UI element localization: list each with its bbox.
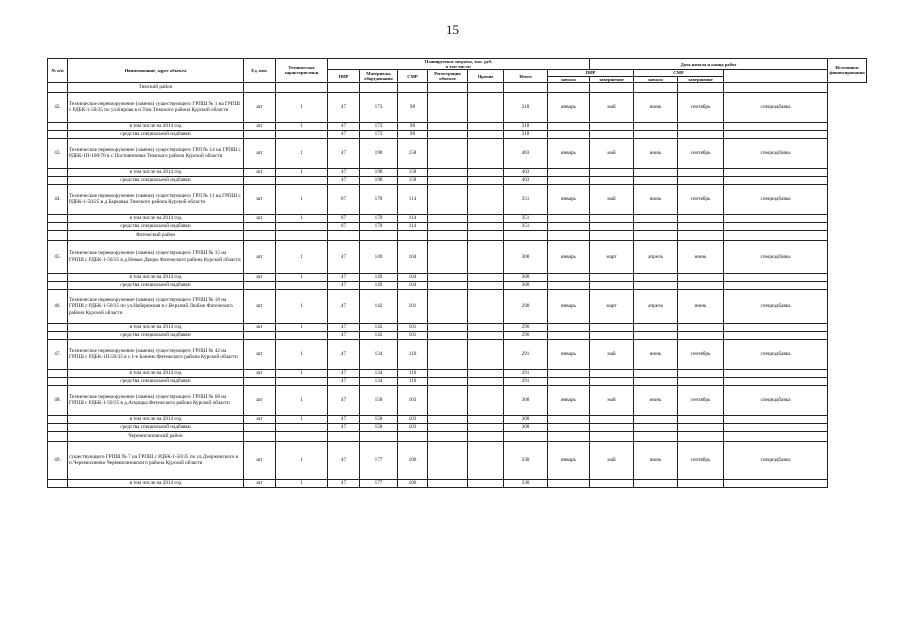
qty-cell — [276, 377, 328, 385]
total-cell: 290 — [504, 289, 548, 323]
other-cell — [468, 138, 504, 168]
unit-cell — [244, 423, 276, 431]
fund-row — [48, 130, 867, 138]
qty-cell — [276, 130, 328, 138]
registration-cell — [428, 138, 468, 168]
total-cell: 300 — [504, 273, 548, 281]
smr-start-cell: июнь — [634, 339, 678, 369]
row-number: 44. — [48, 184, 68, 214]
row-label: в том числе на 2014 год — [68, 168, 244, 176]
col-registration: Регистрация объекта — [428, 70, 468, 82]
qty-cell: 1 — [276, 168, 328, 176]
pir-start-cell: январь — [548, 92, 590, 122]
materials-cell: 134 — [360, 377, 398, 385]
subtotal-row — [48, 479, 867, 487]
pir-cell: 47 — [328, 377, 360, 385]
materials-cell: 158 — [360, 385, 398, 415]
total-cell: 330 — [504, 441, 548, 479]
col-smr-start: начало — [634, 76, 678, 82]
smr-start-cell: апрель — [634, 240, 678, 273]
table-body — [48, 82, 867, 487]
pir-cell: 67 — [328, 214, 360, 222]
col-name: Наименование, адрес объекта — [68, 59, 244, 83]
total-cell: 351 — [504, 214, 548, 222]
qty-cell: 1 — [276, 138, 328, 168]
smr-start-cell: июнь — [634, 441, 678, 479]
total-cell: 308 — [504, 415, 548, 423]
row-label: средства специальной надбавки — [68, 377, 244, 385]
qty-cell: 1 — [276, 479, 328, 487]
row-label: средства специальной надбавки — [68, 331, 244, 339]
total-cell: 291 — [504, 339, 548, 369]
col-num: № п/п — [48, 59, 68, 83]
qty-cell: 1 — [276, 122, 328, 130]
col-other: Прочие — [468, 70, 504, 82]
smr-start-cell: июнь — [634, 92, 678, 122]
pir-cell: 47 — [328, 423, 360, 431]
other-cell — [468, 289, 504, 323]
col-smr-end: завершение — [678, 76, 724, 82]
source-cell: спецнадбавка — [724, 184, 828, 214]
col-total: Итого — [504, 70, 548, 82]
subtotal-row — [48, 122, 867, 130]
row-label: средства специальной надбавки — [68, 130, 244, 138]
unit-cell: шт — [244, 441, 276, 479]
unit-cell: шт — [244, 138, 276, 168]
total-cell: 403 — [504, 138, 548, 168]
pir-start-cell: январь — [548, 240, 590, 273]
smr-cell: 158 — [398, 168, 428, 176]
unit-cell — [244, 176, 276, 184]
total-cell: 318 — [504, 92, 548, 122]
materials-cell: 142 — [360, 331, 398, 339]
smr-cell: 110 — [398, 369, 428, 377]
col-smr: СМР — [398, 70, 428, 82]
unit-cell: шт — [244, 479, 276, 487]
smr-cell: 98 — [398, 92, 428, 122]
qty-cell — [276, 176, 328, 184]
pir-end-cell: май — [590, 441, 634, 479]
subtotal-row — [48, 214, 867, 222]
pir-cell: 47 — [328, 441, 360, 479]
pir-start-cell: январь — [548, 385, 590, 415]
unit-cell: шт — [244, 273, 276, 281]
fund-row — [48, 331, 867, 339]
materials-cell: 142 — [360, 289, 398, 323]
qty-cell: 1 — [276, 369, 328, 377]
pir-cell: 47 — [328, 122, 360, 130]
unit-cell: шт — [244, 415, 276, 423]
row-label: средства специальной надбавки — [68, 222, 244, 230]
row-label: в том числе на 2014 год — [68, 415, 244, 423]
materials-cell: 198 — [360, 168, 398, 176]
fund-row — [48, 281, 867, 289]
subtotal-row — [48, 323, 867, 331]
unit-cell: шт — [244, 122, 276, 130]
pir-cell: 47 — [328, 479, 360, 487]
registration-cell — [428, 92, 468, 122]
row-number: 48. — [48, 385, 68, 415]
registration-cell — [428, 184, 468, 214]
qty-cell: 1 — [276, 339, 328, 369]
subtotal-row — [48, 273, 867, 281]
smr-end-cell: июнь — [678, 240, 724, 273]
qty-cell: 1 — [276, 289, 328, 323]
unit-cell: шт — [244, 369, 276, 377]
materials-cell: 177 — [360, 479, 398, 487]
object-name: Техническое перевооружение (замена) существующего ГРП № 14 на ГРПШ с РДБК-1П-100/70 в с.Постоянновка Тимского района Курской области — [68, 138, 244, 168]
smr-cell: 114 — [398, 214, 428, 222]
smr-cell: 103 — [398, 385, 428, 415]
fund-row — [48, 423, 867, 431]
total-cell: 351 — [504, 222, 548, 230]
smr-end-cell: сентябрь — [678, 441, 724, 479]
unit-cell: шт — [244, 214, 276, 222]
total-cell: 300 — [504, 240, 548, 273]
col-pir-end: завершение — [590, 76, 634, 82]
registration-cell — [428, 339, 468, 369]
smr-cell: 101 — [398, 331, 428, 339]
registration-cell — [428, 441, 468, 479]
pir-cell: 47 — [328, 130, 360, 138]
table-row — [48, 240, 867, 273]
row-label: в том числе на 2014 год — [68, 273, 244, 281]
page-number: 15 — [446, 22, 459, 37]
unit-cell: шт — [244, 323, 276, 331]
row-label: в том числе на 2014 год — [68, 369, 244, 377]
other-cell — [468, 441, 504, 479]
unit-cell — [244, 281, 276, 289]
total-cell: 318 — [504, 122, 548, 130]
pir-end-cell: май — [590, 138, 634, 168]
other-cell — [468, 385, 504, 415]
qty-cell: 1 — [276, 92, 328, 122]
col-pir-dates: ПИР — [548, 70, 634, 76]
materials-cell: 134 — [360, 339, 398, 369]
pir-cell: 47 — [328, 369, 360, 377]
pir-end-cell: март — [590, 240, 634, 273]
subtotal-row — [48, 415, 867, 423]
table-row — [48, 138, 867, 168]
smr-cell: 98 — [398, 122, 428, 130]
smr-end-cell: сентябрь — [678, 385, 724, 415]
row-label: средства специальной надбавки — [68, 176, 244, 184]
qty-cell — [276, 281, 328, 289]
materials-cell: 173 — [360, 92, 398, 122]
smr-cell: 104 — [398, 273, 428, 281]
materials-cell: 177 — [360, 441, 398, 479]
object-name: Техническое перевооружение (замена) существующего ГРПШ № 18 на ГРПШ с РДБК-1-50/35 по ул.Набережная в с.Верхний Любаж Фатежского района Курской области — [68, 289, 244, 323]
unit-cell: шт — [244, 289, 276, 323]
smr-cell: 101 — [398, 289, 428, 323]
total-cell: 330 — [504, 479, 548, 487]
col-dates-group: Дата начала и конца работ — [590, 59, 828, 70]
unit-cell: шт — [244, 168, 276, 176]
materials-cell: 198 — [360, 138, 398, 168]
smr-end-cell: сентябрь — [678, 92, 724, 122]
unit-cell — [244, 331, 276, 339]
qty-cell: 1 — [276, 273, 328, 281]
col-pir: ПИР — [328, 70, 360, 82]
smr-end-cell: сентябрь — [678, 184, 724, 214]
other-cell — [468, 240, 504, 273]
object-name: Техническое перевооружение (замена) существующего ГРПШ № 68 на ГРПШ с РДБК-1-50/35 в д.Аторщка Фатежского района Курской области — [68, 385, 244, 415]
materials-cell: 149 — [360, 273, 398, 281]
total-cell: 291 — [504, 377, 548, 385]
pir-cell: 47 — [328, 385, 360, 415]
registration-cell — [428, 385, 468, 415]
row-label: в том числе на 2014 год — [68, 323, 244, 331]
pir-cell: 47 — [328, 289, 360, 323]
row-label: в том числе на 2014 год — [68, 479, 244, 487]
qty-cell: 1 — [276, 323, 328, 331]
region-row — [48, 82, 867, 92]
region-label: Черемисиновский район — [68, 431, 244, 441]
other-cell — [468, 92, 504, 122]
total-cell: 291 — [504, 369, 548, 377]
row-label: средства специальной надбавки — [68, 423, 244, 431]
fund-row — [48, 176, 867, 184]
object-name: Техническое перевооружение (замена) существующего ГРПШ № 15 на ГРПШ с РДБК-1-50/35 в д.Новые Дворы Фатежского района Курской области — [68, 240, 244, 273]
table-row — [48, 339, 867, 369]
pir-end-cell: май — [590, 385, 634, 415]
source-cell: спецнадбавка — [724, 240, 828, 273]
pir-cell: 47 — [328, 339, 360, 369]
region-row — [48, 431, 867, 441]
fund-row — [48, 222, 867, 230]
materials-cell: 173 — [360, 130, 398, 138]
materials-cell: 149 — [360, 281, 398, 289]
pir-cell: 47 — [328, 415, 360, 423]
table-row — [48, 184, 867, 214]
row-number: 46. — [48, 289, 68, 323]
total-cell: 351 — [504, 184, 548, 214]
total-cell: 403 — [504, 168, 548, 176]
materials-cell: 170 — [360, 222, 398, 230]
source-cell: спецнадбавка — [724, 92, 828, 122]
smr-cell: 110 — [398, 377, 428, 385]
row-number: 47. — [48, 339, 68, 369]
pir-end-cell: май — [590, 92, 634, 122]
total-cell: 308 — [504, 385, 548, 415]
pir-cell: 67 — [328, 222, 360, 230]
materials-cell: 170 — [360, 214, 398, 222]
unit-cell: шт — [244, 240, 276, 273]
smr-end-cell: сентябрь — [678, 339, 724, 369]
unit-cell — [244, 377, 276, 385]
pir-cell: 47 — [328, 331, 360, 339]
object-name: Техническое перевооружение (замена) существующего ГРПШ № 1 на ГРПШ с РДБК-1-50/35 по ул.Кирова в п.Тим Тимского района Курской области — [68, 92, 244, 122]
total-cell: 290 — [504, 331, 548, 339]
pir-end-cell: май — [590, 339, 634, 369]
qty-cell — [276, 423, 328, 431]
smr-cell: 103 — [398, 415, 428, 423]
pir-cell: 47 — [328, 168, 360, 176]
subtotal-row — [48, 168, 867, 176]
qty-cell: 1 — [276, 240, 328, 273]
registration-cell — [428, 289, 468, 323]
materials-cell: 142 — [360, 323, 398, 331]
pir-cell: 47 — [328, 92, 360, 122]
source-cell: спецнадбавка — [724, 289, 828, 323]
col-materials: Материалы оборудования — [360, 70, 398, 82]
table-row — [48, 289, 867, 323]
qty-cell: 1 — [276, 385, 328, 415]
unit-cell: шт — [244, 339, 276, 369]
pir-cell: 47 — [328, 323, 360, 331]
col-tech: Технические характеристики — [276, 59, 328, 83]
qty-cell — [276, 331, 328, 339]
smr-cell: 104 — [398, 281, 428, 289]
row-label: в том числе на 2014 год — [68, 122, 244, 130]
registration-cell — [428, 240, 468, 273]
pir-end-cell: май — [590, 184, 634, 214]
pir-start-cell: январь — [548, 138, 590, 168]
region-label: Фатежский район — [68, 230, 244, 240]
pir-start-cell: январь — [548, 289, 590, 323]
qty-cell: 1 — [276, 184, 328, 214]
pir-cell: 47 — [328, 281, 360, 289]
smr-start-cell: апрель — [634, 289, 678, 323]
smr-end-cell: июнь — [678, 289, 724, 323]
materials-cell: 158 — [360, 415, 398, 423]
smr-cell: 114 — [398, 222, 428, 230]
object-name: Техническое перевооружение (замена) существующего ГРПШ № 42 на ГРПШ с РДБК-1П-50/35 в с.1-е Банино Фатежского района Курской области — [68, 339, 244, 369]
qty-cell — [276, 222, 328, 230]
pir-cell: 47 — [328, 138, 360, 168]
pir-start-cell: январь — [548, 339, 590, 369]
table-header — [48, 59, 867, 83]
row-label: средства специальной надбавки — [68, 281, 244, 289]
total-cell: 318 — [504, 130, 548, 138]
smr-cell: 106 — [398, 479, 428, 487]
object-name: существующего ГРПШ № 7 на ГРПШ с РДБК-1-50/35 по ул.Дзержинского в п.Черемисиново Черемисиновского района Курской области — [68, 441, 244, 479]
pir-cell: 47 — [328, 176, 360, 184]
col-pir-start: начало — [548, 76, 590, 82]
smr-start-cell: июнь — [634, 138, 678, 168]
row-number: 49. — [48, 441, 68, 479]
pir-cell: 47 — [328, 240, 360, 273]
row-number: 45. — [48, 240, 68, 273]
total-cell: 308 — [504, 423, 548, 431]
row-number: 42. — [48, 92, 68, 122]
subtotal-row — [48, 369, 867, 377]
col-unit: Ед. изм. — [244, 59, 276, 83]
table-row — [48, 92, 867, 122]
col-source: Источники финансирования — [828, 59, 867, 83]
row-label: в том числе на 2014 год — [68, 214, 244, 222]
region-label: Тимский район — [68, 82, 244, 92]
qty-cell: 1 — [276, 415, 328, 423]
unit-cell: шт — [244, 184, 276, 214]
smr-start-cell: июнь — [634, 385, 678, 415]
table-row — [48, 441, 867, 479]
row-number: 43. — [48, 138, 68, 168]
pir-cell: 67 — [328, 184, 360, 214]
investment-table — [47, 58, 867, 488]
source-cell: спецнадбавка — [724, 339, 828, 369]
qty-cell: 1 — [276, 214, 328, 222]
smr-cell: 114 — [398, 184, 428, 214]
table-row — [48, 385, 867, 415]
pir-start-cell: январь — [548, 184, 590, 214]
unit-cell — [244, 130, 276, 138]
col-smr-dates: СМР — [634, 70, 724, 76]
pir-end-cell: март — [590, 289, 634, 323]
pir-start-cell: январь — [548, 441, 590, 479]
smr-cell: 104 — [398, 240, 428, 273]
materials-cell: 158 — [360, 423, 398, 431]
smr-start-cell: июнь — [634, 184, 678, 214]
fund-row — [48, 377, 867, 385]
total-cell: 403 — [504, 176, 548, 184]
pir-cell: 47 — [328, 273, 360, 281]
object-name: Техническое перевооружение (замена) существующего ГРП № 11 на ГРПШ с РДБК-1-50/25 в д.Барковка Тимского района Курской области — [68, 184, 244, 214]
smr-cell: 101 — [398, 323, 428, 331]
unit-cell — [244, 222, 276, 230]
smr-end-cell: сентябрь — [678, 138, 724, 168]
unit-cell: шт — [244, 92, 276, 122]
materials-cell: 170 — [360, 184, 398, 214]
other-cell — [468, 339, 504, 369]
materials-cell: 198 — [360, 176, 398, 184]
unit-cell: шт — [244, 385, 276, 415]
other-cell — [468, 184, 504, 214]
smr-cell: 158 — [398, 138, 428, 168]
smr-cell: 103 — [398, 423, 428, 431]
total-cell: 290 — [504, 323, 548, 331]
materials-cell: 134 — [360, 369, 398, 377]
total-cell: 300 — [504, 281, 548, 289]
materials-cell: 149 — [360, 240, 398, 273]
source-cell: спецнадбавка — [724, 385, 828, 415]
materials-cell: 173 — [360, 122, 398, 130]
smr-cell: 158 — [398, 176, 428, 184]
smr-cell: 106 — [398, 441, 428, 479]
region-row — [48, 230, 867, 240]
col-costs-group: Планируемые затраты, тыс. руб. в том числе: — [328, 59, 590, 70]
smr-cell: 98 — [398, 130, 428, 138]
source-cell: спецнадбавка — [724, 138, 828, 168]
qty-cell: 1 — [276, 441, 328, 479]
source-cell: спецнадбавка — [724, 441, 828, 479]
smr-cell: 110 — [398, 339, 428, 369]
